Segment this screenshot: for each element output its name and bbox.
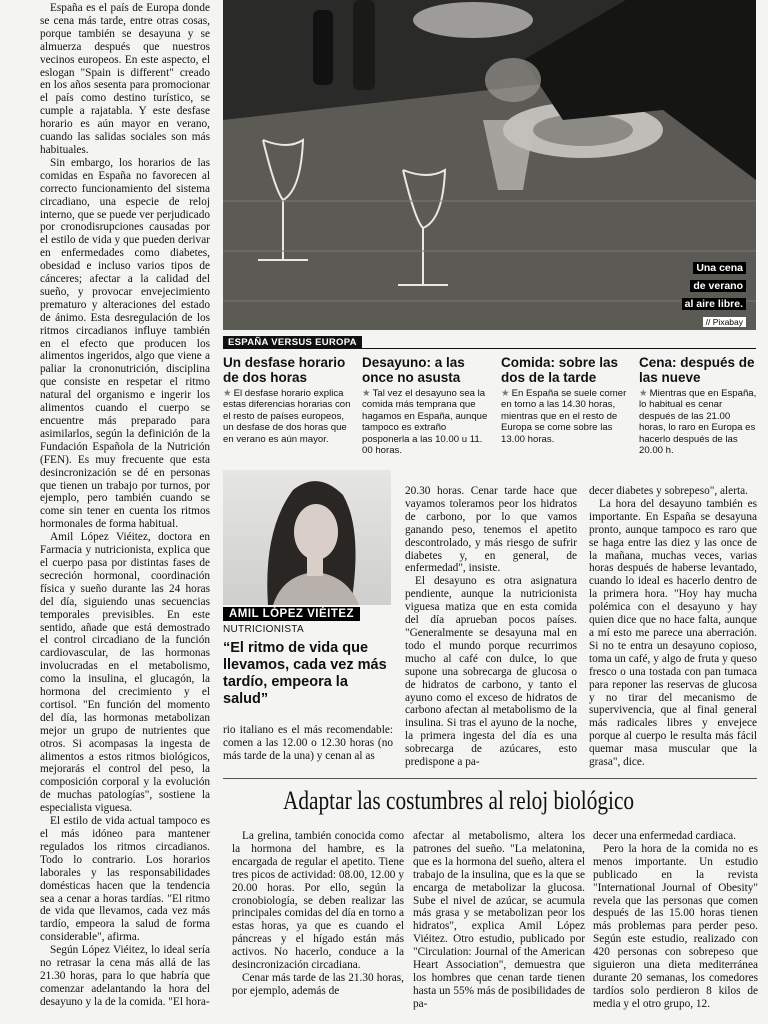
sidebar-box-text: El desfase horario explica estas diferencias horarias con el resto de países europeos, un desfase de dos horas que en verano es aún mayor. (223, 388, 351, 445)
pull-quote: “El ritmo de vida que llevamos, cada vez más tardío, empeora la salud” (223, 640, 387, 707)
dinner-photo (223, 0, 756, 330)
section-headline: Adaptar las costumbres al reloj biológico (283, 786, 635, 815)
divider (223, 778, 757, 779)
body-paragraph: El estilo de vida actual tampoco es el más idóneo para mantener regulados los ritmos circadianos. Todo lo contrario. Los horarios laborales y las responsabilidades domésticas hacen que la tendencia sea a cenar a horas tardías. "El ritmo de vida que llevamos, cada vez más tardío, empeora la salud de forma considerable", afirma. (40, 815, 210, 944)
photo-caption (682, 258, 746, 330)
body-paragraph: Sin embargo, los horarios de las comidas en España no favorecen al correcto funcionamiento del sistema circadiano, una especie de reloj interno, que se puede ver perjudicado por cronodisrupciones causadas por el estilo de vida y que pueden derivar en enfermedades como diabetes, obesidad e incluso varios tipos de cánceres; afectar a la calidad del sueño, y provocar envejecimiento prematuro y alteraciones del estado de ánimo. Esta desregulación de los ritmos circadianos influye también en el efecto que producen los alimentos ingeridos, algo que viene a paliar la crononutrición, disciplina que consiste en respetar el ritmo natural del organismo e ingerir los alimentos cuando el cuerpo se encuentre más preparado para asimilarlos, según la definición de la Fundación Española de la Nutrición (FEN). Es muy frecuente que esta desincronización se dé en personas que tienen un trabajo por turnos, por ejemplo, pero también cuando se come sin tener en cuenta los ritmos hormonales de forma habitual. (40, 156, 210, 531)
interviewee-role: NUTRICIONISTA (223, 624, 304, 635)
sidebar-box-text: Mientras que en España, lo habitual es cenar después de las 21.00 horas, lo raro en Europa es hacerlo después de las 20.00 h. (639, 388, 757, 457)
bottom-column-1 (232, 830, 404, 998)
interviewee-name: AMIL LÓPEZ VIÉITEZ (223, 607, 360, 621)
body-paragraph: decer una enfermedad cardiaca. (593, 830, 736, 842)
sidebar-box-title: Comida: sobre las dos de la tarde (501, 355, 619, 385)
body-paragraph: 20.30 horas. Cenar tarde hace que vayamos toleramos peor los hidratos de carbono, por lo que vamos ganando peso, tenemos el apetito descontrolado, y más riesgo de sufrir diabetes y, en general, de enfermedad", insiste. (405, 485, 577, 575)
sidebar-box (639, 356, 757, 456)
sidebar-box-text: En España se suele comer en torno a las 14.30 horas, mientras que en el resto de Europa se come sobre las 13.00 horas. (501, 388, 627, 445)
caption-line: Una cena (693, 262, 746, 274)
caption-line: de verano (690, 280, 746, 292)
body-paragraph: Amil López Viéitez, doctora en Farmacia y nutricionista, explica que el cuerpo pasa por distintas fases de secreción hormonal, coordinación física y sueño durante las 24 horas del día, siguiendo unas secuencias temporales previsibles. En este sentido, añade que está demostrado el control circadiano de la función cardiovascular, de las hormonas involucradas en el metabolismo, como la insulina, el glucagón, la hormona del crecimiento y el cortisol. "En función del momento del día, las hormonas metabolizan mejor un grupo de nutrientes que otros. Si acompasas la ingesta de alimentos a estos ritmos biológicos, mejorarás el control del peso, la composición corporal y la evolución de muchas patologías", sostiene la especialista viguesa. (40, 531, 210, 815)
photo-credit: // Pixabay (703, 317, 746, 327)
left-column (40, 2, 210, 1009)
dinner-photo-illustration (223, 0, 756, 330)
body-paragraph: decer diabetes y sobrepeso", alerta. (589, 485, 748, 497)
body-paragraph: Según López Viéitez, lo ideal sería no retrasar la cena más allá de las 21.30 horas, para lo que habría que comenzar adelantando la hora del desayuno y la de la comida. "El hora- (40, 944, 210, 1008)
sidebar-box-title: Cena: después de las nueve (639, 355, 755, 385)
body-paragraph: La hora del desayuno también es importante. En España se desayuna pronto, aunque tampoco es raro que se haga entre las diez y las once de la mañana, muchas veces, varias horas después de haberse levantado, cuando lo ideal es hacerlo dentro de la primera hora. "Hoy hay mucha polémica con el desayuno y hay quien dice que no hace falta, aunque a mí esto me parece una aberración. Si no te entra un desayuno copioso, toma un café, y algo de fruta y queso fresco o una tostada con pan tumaca para reponer las reservas de glucosa y no tirar del mecanismo de supervivencia, que al final general más radicales libres y envejece porque al cuerpo le resulta más fácil quemar masa muscular que la grasa", dice. (589, 497, 757, 769)
bottom-column-2 (413, 830, 585, 1011)
portrait-illustration (223, 470, 391, 605)
middle-column (405, 485, 577, 769)
body-paragraph: Cenar más tarde de las 21.30 horas, por ejemplo, además de (232, 971, 404, 997)
sidebar-tag: ESPAÑA VERSUS EUROPA (223, 336, 362, 349)
sidebar-box (501, 356, 631, 445)
divider (223, 348, 756, 349)
star-icon: ★ (362, 388, 371, 399)
star-icon: ★ (639, 388, 648, 399)
body-paragraph: Pero la hora de la comida no es menos importante. Un estudio publicado en la revista "International Journal of Obesity" revela que las personas que comen después de las 15.00 horas tienen más problemas para perder peso. Según este estudio, realizado con 420 personas con sobrepeso que siguieron una dieta mediterránea durante 20 semanas, los comedores tardíos solo perdieron 8 kilos de media y el otro grupo, 12. (593, 842, 758, 1010)
body-paragraph: El desayuno es otra asignatura pendiente, aunque la nutricionista viguesa matiza que en esta comida del día aprueban pocos países. "Generalmente se desayuna mal en todo el mundo porque recurrimos mucho al café con dulce, lo que supone una sobrecarga de glucosa o de hidratos de carbono, y tanto el ayuno como el exceso de hidratos de carbono afectan al metabolismo de la insulina. Si tras el ayuno de la noche, la primera ingesta del día es una sobrecarga de azúcares, esto predispone a pa- (405, 575, 577, 769)
body-paragraph: La grelina, también conocida como la hormona del hambre, es la encargada de regular el apetito. Tiene tres picos de actividad: 08.00, 12.00 y 20.00 horas. Por ello, según la cronobiología, se deben realizar las principales comidas del día en torno a estas horas, ya que es cuando el páncreas y el hígado están más activos. No hacerlo, conduce a la desincronización circadiana. (232, 830, 404, 972)
sidebar-box (223, 356, 353, 445)
sidebar-box-title: Desayuno: a las once no asusta (362, 355, 465, 385)
body-paragraph: afectar al metabolismo, altera los patrones del sueño. "La melatonina, que es la hormona del sueño, altera el trabajo de la insulina, que es la que se encarga de metabolizar la glucosa. Sube el nivel de azúcar, se acumula más grasa y se metabolizan peor los hidratos", explica Amil López Viéitez. Otro estudio, publicado por "Circulation: Journal of the American Heart Association", demuestra que los hombres que cenan tarde tienen hasta un 55% más de posibilidades de pa- (413, 830, 585, 1010)
sidebar-box (362, 356, 492, 456)
sidebar-box-title: Un desfase horario de dos horas (223, 355, 346, 385)
star-icon: ★ (223, 388, 232, 399)
below-quote-text: rio italiano es el más recomendable: comen a las 12.00 o 12.30 horas (no más tarde de la una) y cenan al as (223, 724, 393, 762)
caption-line: al aire libre. (682, 298, 746, 310)
star-icon: ★ (501, 388, 510, 399)
body-paragraph: España es el país de Europa donde se cena más tarde, entre otras cosas, porque también se desayuna y se almuerza después que nuestros vecinos europeos. En este aspecto, el eslogan "Spain is different" creado en los años sesenta para promocionar el país como destino turístico, se cumple a rajatabla. Y este desfase horario es aún mayor en verano, cuando las salidas sociales son más habituales. (40, 2, 210, 156)
right-column (589, 485, 757, 769)
portrait-photo (223, 470, 391, 605)
bottom-column-3 (593, 830, 758, 1011)
sidebar-box-text: Tal vez el desayuno sea la comida más temprana que hagamos en España, aunque tampoco es extraño posponerla a las 10.00 u 11. 00 horas. (362, 388, 488, 457)
